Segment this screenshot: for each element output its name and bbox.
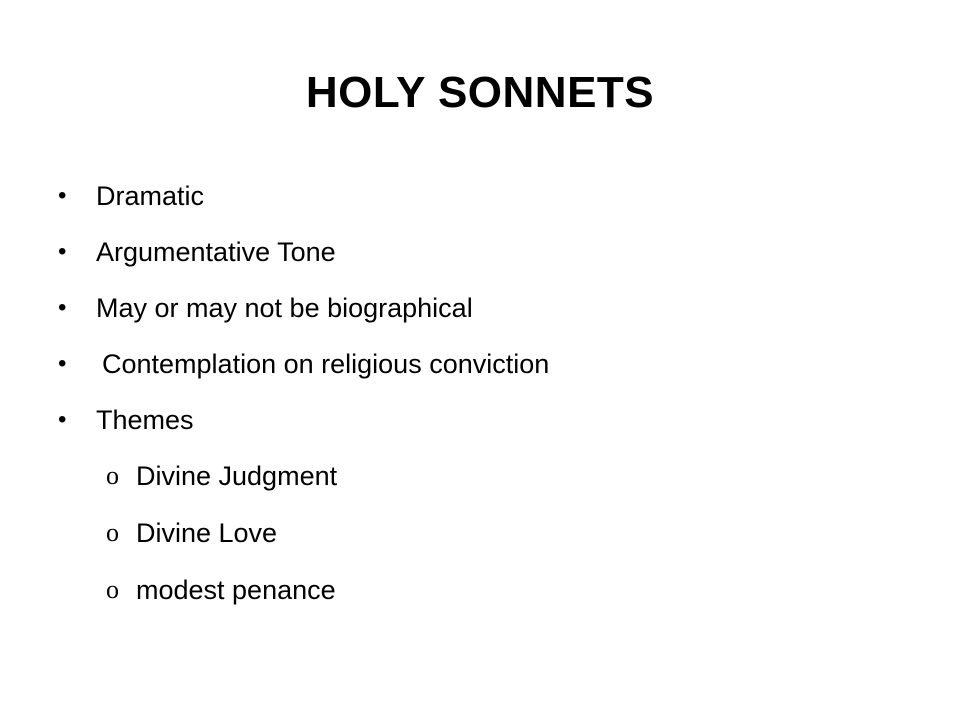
sub-bullet-item: [58, 570, 918, 627]
bullet-text: Argumentative Tone: [96, 237, 336, 267]
bullet-text: Dramatic: [96, 181, 205, 211]
bullet-item: [58, 344, 918, 400]
sub-bullet-marker: o: [106, 518, 119, 547]
bullet-text: Contemplation on religious conviction: [102, 349, 550, 379]
bullet-marker: •: [58, 294, 67, 321]
bullet-marker: •: [58, 182, 67, 209]
bullet-item: [58, 232, 918, 288]
sub-bullet-text: modest penance: [136, 575, 336, 605]
bullet-text: Themes: [96, 405, 194, 435]
slide-title: HOLY SONNETS: [305, 68, 655, 117]
sub-bullet-marker: o: [106, 575, 119, 604]
bullet-item: [58, 400, 918, 456]
bullet-item: [58, 176, 918, 232]
bullet-marker: •: [58, 350, 67, 377]
sub-bullet-text: Divine Love: [136, 518, 278, 548]
sub-bullet-text: Divine Judgment: [136, 461, 338, 491]
bullet-item: [58, 288, 918, 344]
sub-bullet-item: [58, 513, 918, 570]
sub-bullet-marker: o: [106, 461, 119, 490]
bullet-text: May or may not be biographical: [96, 293, 473, 323]
bullet-list: [58, 176, 918, 627]
sub-bullet-item: [58, 456, 918, 513]
bullet-marker: •: [58, 238, 67, 265]
bullet-marker: •: [58, 406, 67, 433]
